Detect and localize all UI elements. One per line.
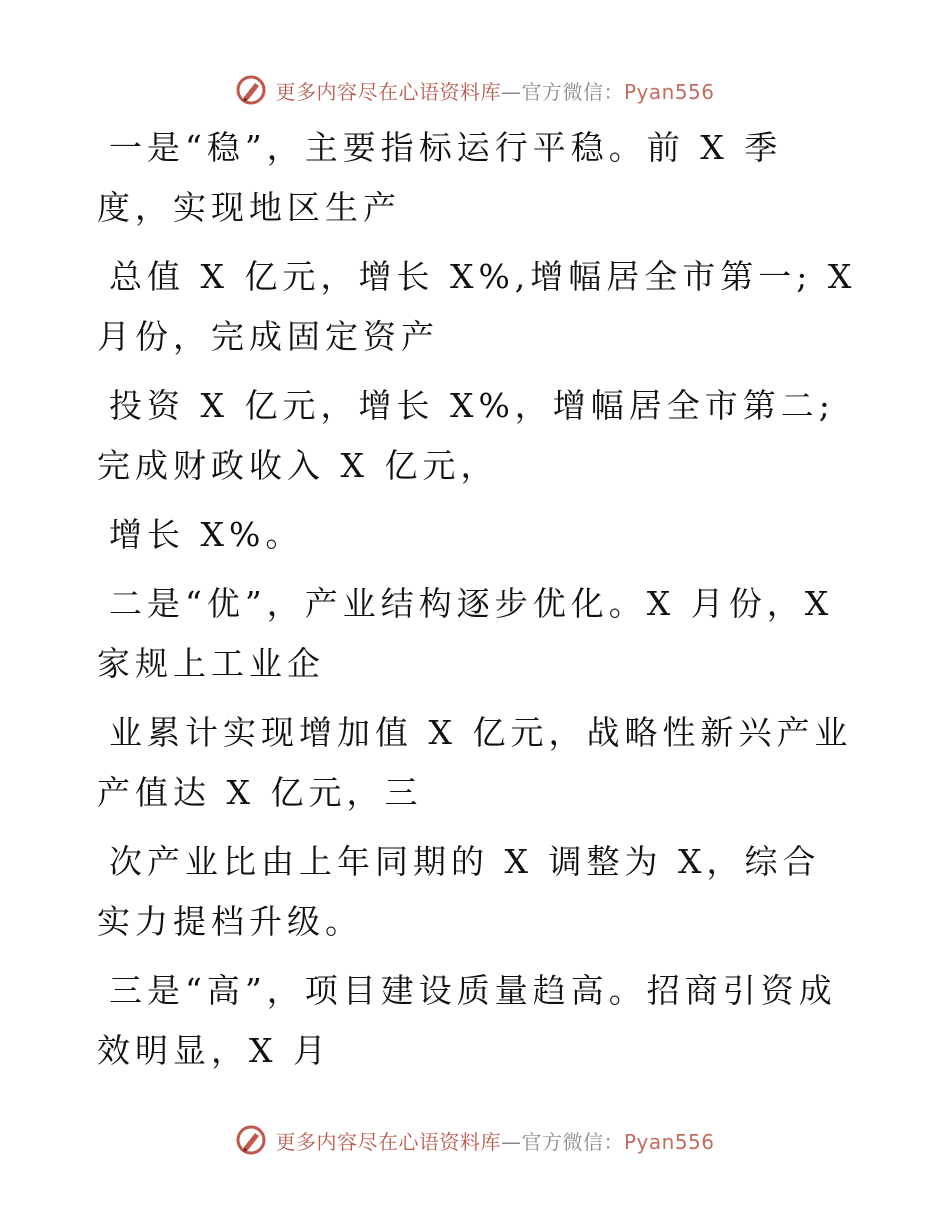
header-banner <box>0 70 950 110</box>
document-body <box>97 118 857 1090</box>
pen-logo-icon <box>235 1124 267 1156</box>
paragraph: 一是“稳”，主要指标运行平稳。前 X 季度，实现地区生产 <box>97 128 783 227</box>
footer-banner <box>0 1120 950 1160</box>
footer-brand: 更多内容尽在心语资料库 <box>275 1129 501 1154</box>
paragraph: 投资 X 亿元，增长 X%，增幅居全市第二; 完成财政收入 X 亿元， <box>97 386 835 485</box>
header-brand: 更多内容尽在心语资料库 <box>275 79 501 104</box>
paragraph: 次产业比由上年同期的 X 调整为 X，综合实力提档升级。 <box>97 842 821 941</box>
paragraph: 三是“高”，项目建设质量趋高。招商引资成效明显，X 月 <box>97 971 837 1070</box>
pen-logo-icon <box>235 74 267 106</box>
header-label: 官方微信： <box>521 79 624 104</box>
footer-wechat-id: Pyan556 <box>623 1129 715 1154</box>
footer-label: 官方微信： <box>521 1129 624 1154</box>
header-wechat-id: Pyan556 <box>623 79 715 104</box>
paragraph: 增长 X%。 <box>109 515 304 554</box>
paragraph: 二是“优”，产业结构逐步优化。X 月份，X 家规上工业企 <box>97 584 834 683</box>
header-text <box>275 76 714 105</box>
paragraph: 总值 X 亿元，增长 X%,增幅居全市第一; X 月份，完成固定资产 <box>97 257 857 356</box>
footer-text <box>275 1126 714 1155</box>
paragraph: 业累计实现增加值 X 亿元，战略性新兴产业产值达 X 亿元，三 <box>97 713 853 812</box>
footer-separator: — <box>500 1129 522 1154</box>
header-separator: — <box>500 79 522 104</box>
